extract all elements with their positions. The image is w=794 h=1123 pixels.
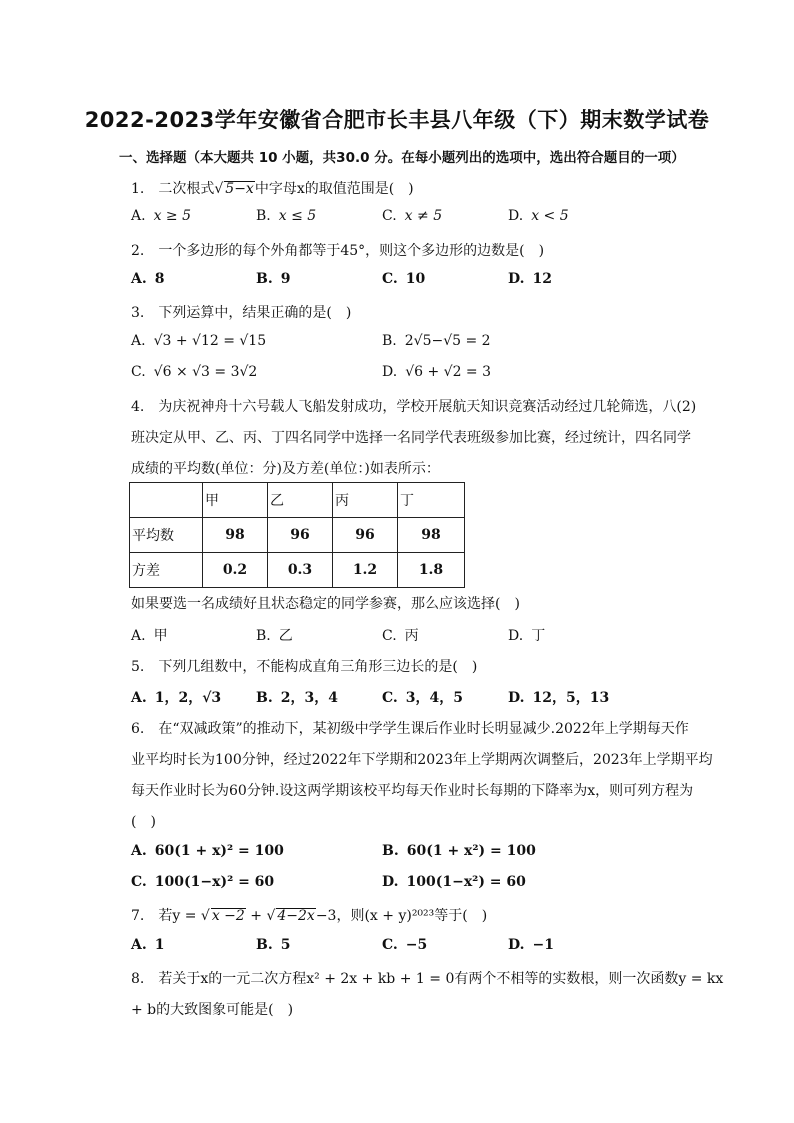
- option-c[interactable]: C. 100(1−x)² = 60: [131, 874, 275, 890]
- question-6-line-4: ( ): [131, 814, 156, 830]
- option-b[interactable]: B. 9: [256, 271, 291, 287]
- table-header-row: [130, 483, 465, 518]
- table-cell: 甲: [203, 483, 268, 518]
- table-cell: 0.3: [268, 553, 333, 588]
- question-4-line-3: 成绩的平均数(单位：分)及方差(单位：)如表所示：: [131, 461, 440, 477]
- option-a[interactable]: A. 1，2，√3: [131, 690, 222, 706]
- option-a[interactable]: A. 1: [131, 937, 165, 953]
- question-7: [131, 905, 487, 925]
- table-cell: [130, 483, 203, 518]
- question-6-line-1: 6. 在“双减政策”的推动下，某初级中学学生课后作业时长明显减少.2022年上学期每天作: [131, 721, 689, 737]
- sqrt-sign-icon: √: [214, 181, 224, 197]
- table-cell: 1.8: [398, 553, 465, 588]
- option-d[interactable]: D. 12，5，13: [508, 690, 610, 706]
- option-c[interactable]: C. √6 × √3 = 3√2: [131, 364, 258, 380]
- table-cell: 丁: [398, 483, 465, 518]
- option-b[interactable]: B. x ≤ 5: [256, 208, 317, 224]
- question-6-line-2: 业平均时长为100分钟，经过2022年下学期和2023年上学期两次调整后，2023年上学期平均: [131, 752, 713, 768]
- option-d[interactable]: D. −1: [508, 937, 554, 953]
- question-3: 3. 下列运算中，结果正确的是( ): [131, 305, 352, 321]
- q7-pre: 7. 若y =: [131, 908, 201, 924]
- q1-pre: 1. 二次根式: [131, 181, 215, 197]
- q7-mid: +: [245, 908, 267, 924]
- table-cell: 96: [333, 518, 398, 553]
- question-4-line-1: 4. 为庆祝神舟十六号载人飞船发射成功，学校开展航天知识竞赛活动经过几轮筛选，八(2): [131, 399, 697, 415]
- option-a[interactable]: A. 8: [131, 271, 165, 287]
- option-d[interactable]: D. √6 + √2 = 3: [382, 364, 492, 380]
- sqrt-sign-icon: √: [266, 908, 276, 924]
- option-d[interactable]: D. x < 5: [508, 208, 569, 224]
- option-d[interactable]: D. 丁: [508, 628, 546, 644]
- option-b[interactable]: B. 2，3，4: [256, 690, 338, 706]
- option-c[interactable]: C. x ≠ 5: [382, 208, 443, 224]
- sqrt-sign-icon: √: [200, 908, 210, 924]
- score-table: [129, 482, 465, 588]
- question-5: 5. 下列几组数中，不能构成直角三角形三边长的是( ): [131, 659, 478, 675]
- question-4-after: 如果要选一名成绩好且状态稳定的同学参赛，那么应该选择( ): [131, 596, 520, 612]
- table-row: [130, 518, 465, 553]
- question-8-line-2: + b的大致图象可能是( ): [131, 1002, 294, 1018]
- option-a[interactable]: A. √3 + √12 = √15: [131, 333, 267, 349]
- table-row: [130, 553, 465, 588]
- option-b[interactable]: B. 2√5−√5 = 2: [382, 333, 491, 349]
- question-6-line-3: 每天作业时长为60分钟.设这两学期该校平均每天作业时长每期的下降率为x，则可列方程为: [131, 783, 694, 799]
- option-d[interactable]: D. 100(1−x²) = 60: [382, 874, 526, 890]
- option-d[interactable]: D. 12: [508, 271, 552, 287]
- q1-radicand: 5−x: [225, 181, 254, 197]
- q7-radicand-1: x −2: [211, 908, 245, 924]
- question-2: 2. 一个多边形的每个外角都等于45°，则这个多边形的边数是( ): [131, 243, 545, 259]
- option-a[interactable]: A. x ≥ 5: [131, 208, 191, 224]
- option-c[interactable]: C. 10: [382, 271, 426, 287]
- page-title: 2022-2023学年安徽省合肥市长丰县八年级（下）期末数学试卷: [84, 108, 710, 132]
- table-cell: 98: [203, 518, 268, 553]
- table-cell: 平均数: [130, 518, 203, 553]
- question-8-line-1: 8. 若关于x的一元二次方程x² + 2x + kb + 1 = 0有两个不相等的实数根，则一次函数y = kx: [131, 971, 724, 987]
- q1-post: 中字母x的取值范围是( ): [254, 181, 414, 197]
- option-b[interactable]: B. 乙: [256, 628, 293, 644]
- option-a[interactable]: A. 60(1 + x)² = 100: [131, 843, 284, 859]
- table-cell: 方差: [130, 553, 203, 588]
- table-cell: 1.2: [333, 553, 398, 588]
- table-cell: 乙: [268, 483, 333, 518]
- question-4-line-2: 班决定从甲、乙、丙、丁四名同学中选择一名同学代表班级参加比赛，经过统计，四名同学: [131, 430, 691, 446]
- option-c[interactable]: C. 丙: [382, 628, 419, 644]
- table-cell: 96: [268, 518, 333, 553]
- question-1: [131, 178, 414, 198]
- table-cell: 98: [398, 518, 465, 553]
- option-b[interactable]: B. 60(1 + x²) = 100: [382, 843, 536, 859]
- option-a[interactable]: A. 甲: [131, 628, 168, 644]
- table-cell: 0.2: [203, 553, 268, 588]
- option-c[interactable]: C. −5: [382, 937, 428, 953]
- q7-post: −3，则(x + y)²⁰²³等于( ): [315, 908, 488, 924]
- option-b[interactable]: B. 5: [256, 937, 291, 953]
- section-heading: 一、选择题（本大题共 10 小题，共30.0 分。在每小题列出的选项中，选出符合题目的一项）: [119, 150, 685, 166]
- table-cell: 丙: [333, 483, 398, 518]
- q7-radicand-2: 4−2x: [277, 908, 315, 924]
- option-c[interactable]: C. 3，4，5: [382, 690, 464, 706]
